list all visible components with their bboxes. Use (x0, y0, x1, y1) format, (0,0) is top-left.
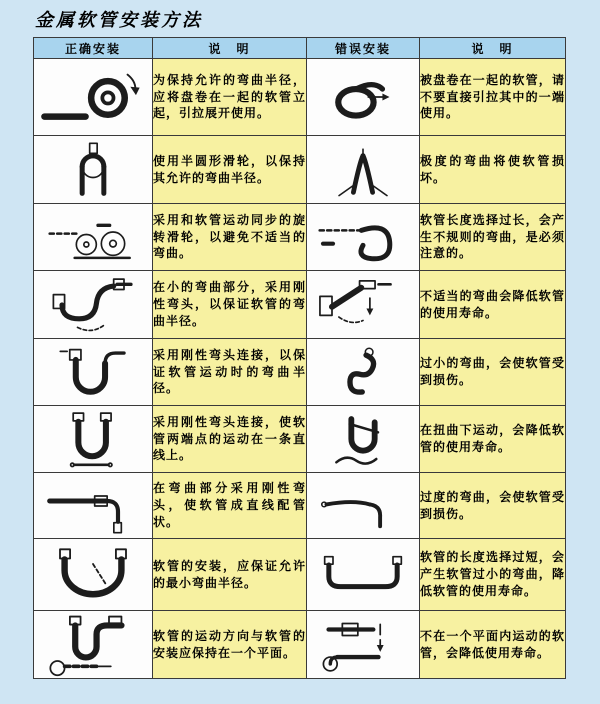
wrong-description: 软管的长度选择过短，会产生软管过小的弯曲，降低软管的使用寿命。 (420, 539, 566, 611)
wrong-description: 过小的弯曲，会使软管受到损伤。 (420, 339, 566, 406)
table-row (34, 406, 566, 473)
table-row (34, 271, 566, 339)
wrong-illustration-coil-pulled (307, 59, 420, 136)
correct-description: 采用刚性弯头连接，以保证软管运动时的弯曲半径。 (153, 339, 307, 406)
table-row (34, 539, 566, 611)
wrong-description: 在扭曲下运动，会降低软管的使用寿命。 (420, 406, 566, 473)
table-row (34, 204, 566, 271)
correct-description: 在小的弯曲部分，采用刚性弯头，以保证软管的弯曲半径。 (153, 271, 307, 339)
correct-illustration-rigid-elbow-u (34, 339, 153, 406)
header-wrong-description: 说 明 (420, 38, 566, 59)
header-row (34, 38, 566, 59)
correct-description: 采用刚性弯头连接，使软管两端点的运动在一条直线上。 (153, 406, 307, 473)
table-row (34, 339, 566, 406)
correct-illustration-rotating-pulleys (34, 204, 153, 271)
correct-description: 使用半圆形滑轮，以保持其允许的弯曲半径。 (153, 136, 307, 204)
correct-description: 为保持允许的弯曲半径，应将盘卷在一起的软管立起，引拉展开使用。 (153, 59, 307, 136)
table-row (34, 473, 566, 539)
wrong-illustration-shallow-u (307, 539, 420, 611)
wrong-illustration-improper-bend (307, 271, 420, 339)
header-correct-description: 说 明 (153, 38, 307, 59)
wrong-illustration-excess-bend (307, 473, 420, 539)
wrong-illustration-twisted-u (307, 406, 420, 473)
header-correct-install: 正确安装 (34, 38, 153, 59)
correct-illustration-rigid-elbow-small-bend (34, 271, 153, 339)
correct-description: 软管的安装，应保证允许的最小弯曲半径。 (153, 539, 307, 611)
wrong-illustration-irregular-loop (307, 204, 420, 271)
correct-illustration-same-plane (34, 611, 153, 679)
table-row (34, 136, 566, 204)
correct-description: 在弯曲部分采用刚性弯头，使软管成直线配管状。 (153, 473, 307, 539)
wrong-description: 极度的弯曲将使软管损坏。 (420, 136, 566, 204)
correct-illustration-pulley (34, 136, 153, 204)
header-wrong-install: 错误安装 (307, 38, 420, 59)
correct-illustration-wide-u (34, 539, 153, 611)
table-row (34, 59, 566, 136)
wrong-illustration-tiny-bend (307, 339, 420, 406)
correct-illustration-inline-u (34, 406, 153, 473)
wrong-description: 不适当的弯曲会降低软管的使用寿命。 (420, 271, 566, 339)
correct-description: 采用和软管运动同步的旋转滑轮，以避免不适当的弯曲。 (153, 204, 307, 271)
wrong-illustration-sharp-fold (307, 136, 420, 204)
installation-guide-table (33, 37, 566, 679)
wrong-description: 过度的弯曲，会使软管受到损伤。 (420, 473, 566, 539)
wrong-description: 软管长度选择过长，会产生不规则的弯曲，是必须注意的。 (420, 204, 566, 271)
table-row (34, 611, 566, 679)
page-title: 金属软管安装方法 (35, 10, 203, 31)
correct-illustration-coil-stand (34, 59, 153, 136)
wrong-description: 不在一个平面内运动的软管，会降低使用寿命。 (420, 611, 566, 679)
wrong-description: 被盘卷在一起的软管，请不要直接引拉其中的一端使用。 (420, 59, 566, 136)
correct-description: 软管的运动方向与软管的安装应保持在一个平面。 (153, 611, 307, 679)
correct-illustration-straight-run (34, 473, 153, 539)
wrong-illustration-out-of-plane (307, 611, 420, 679)
